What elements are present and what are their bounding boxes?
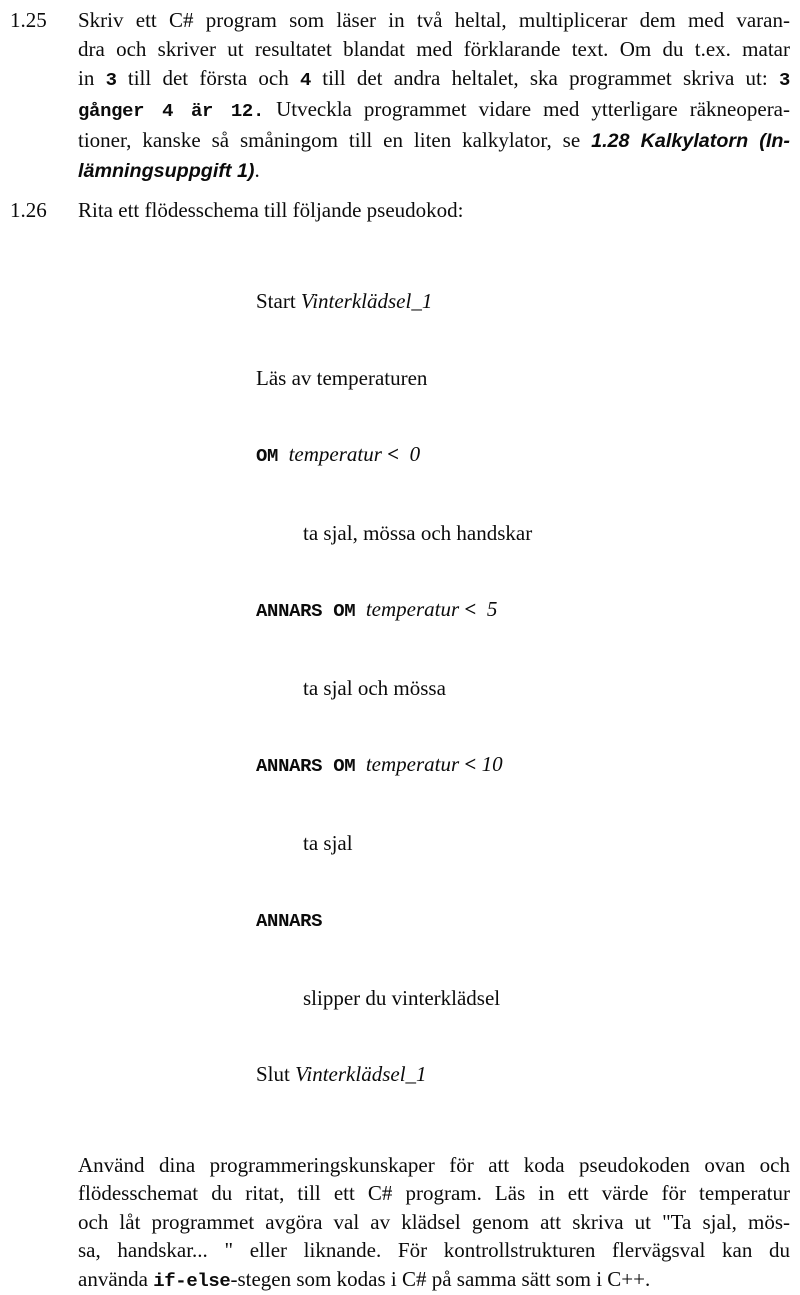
less-than-operator: <	[464, 597, 476, 621]
exercise-number: 1.26	[0, 196, 78, 225]
body-text-run: .	[255, 158, 260, 182]
pseudocode-program-name: Vinterklädsel_1	[301, 289, 432, 313]
pseudocode-line	[256, 288, 800, 315]
text-line	[78, 35, 790, 64]
pseudocode-variable: temperatur	[355, 597, 464, 621]
pseudocode-program-name: Vinterklädsel_1	[295, 1062, 426, 1086]
pseudocode-variable: temperatur	[355, 752, 464, 776]
textbook-page	[0, 6, 800, 681]
body-text-run: in	[78, 66, 106, 90]
less-than-operator: <	[387, 442, 399, 466]
cross-reference: 1.28 Kalkylatorn (In-	[591, 130, 790, 152]
exercise-number: 1.25	[0, 6, 78, 186]
pseudocode-keyword: ANNARS OM	[256, 755, 355, 777]
pseudocode-keyword: ANNARS OM	[256, 600, 355, 622]
pseudocode-line	[256, 906, 800, 935]
inline-code: 3	[106, 69, 117, 91]
pseudocode-text: ta sjal och mössa	[303, 676, 446, 700]
text-line	[78, 1179, 790, 1208]
text-line	[78, 1208, 790, 1237]
exercise-item-125	[0, 6, 800, 186]
pseudocode-line	[256, 751, 800, 780]
body-text-run: Skriv ett C# program som läser in två heltal, multiplicerar dem med varan-	[78, 8, 790, 32]
pseudocode-line	[256, 365, 800, 392]
pseudocode-keyword: OM	[256, 445, 278, 467]
body-text-run: tioner, kanske så småningom till en liten kalkylator, se	[78, 128, 591, 152]
text-line	[78, 1265, 790, 1295]
body-text-run: använda	[78, 1267, 153, 1291]
inline-code: 3	[779, 69, 790, 91]
pseudocode-value: 0	[399, 442, 420, 466]
exercise-body-125	[78, 6, 790, 186]
text-line	[78, 64, 790, 95]
pseudocode-line	[256, 985, 800, 1012]
pseudocode-text: ta sjal, mössa och handskar	[303, 521, 532, 545]
pseudocode-text: slipper du vinterklädsel	[303, 986, 500, 1010]
pseudocode-value: 10	[476, 752, 502, 776]
text-line	[78, 126, 790, 156]
inline-code: if-else	[153, 1270, 230, 1292]
body-text-run: sa, handskar... " eller liknande. För kontrollstrukturen flervägsval kan du	[78, 1238, 790, 1262]
body-text-run: -stegen som kodas i C# på samma sätt som i C++.	[230, 1267, 650, 1291]
inline-code: gånger 4 är 12.	[78, 100, 264, 122]
pseudocode-block	[256, 238, 800, 1138]
cross-reference: lämningsuppgift 1)	[78, 160, 255, 182]
exercise-heading	[78, 196, 790, 225]
pseudocode-line	[256, 830, 800, 857]
text-line	[78, 6, 790, 35]
pseudocode-line	[256, 596, 800, 625]
body-text-run: flödesschemat du ritat, till ett C# program. Läs in ett värde för temperatur	[78, 1181, 790, 1205]
pseudocode-text: Läs av temperaturen	[256, 366, 427, 390]
body-text-run: Utveckla programmet vidare med ytterligare räkneopera-	[264, 97, 790, 121]
pseudocode-keyword: ANNARS	[256, 910, 322, 932]
pseudocode-text: Start	[256, 289, 301, 313]
body-text-run: till det första och	[117, 66, 300, 90]
body-text-run: Använd dina programmeringskunskaper för att koda pseudokoden ovan och	[78, 1153, 790, 1177]
body-text-run: till det andra heltalet, ska programmet skriva ut:	[311, 66, 779, 90]
pseudocode-value: 5	[476, 597, 497, 621]
text-line	[78, 1151, 790, 1180]
pseudocode-line	[256, 441, 800, 470]
pseudocode-variable: temperatur	[278, 442, 387, 466]
pseudocode-line	[256, 1061, 800, 1088]
body-text-run: dra och skriver ut resultatet blandat med förklarande text. Om du t.ex. matar	[78, 37, 790, 61]
exercise-body-126	[78, 196, 790, 225]
pseudocode-line	[256, 520, 800, 547]
text-line	[78, 156, 790, 186]
body-text-run: Rita ett flödesschema till följande pseudokod:	[78, 198, 464, 222]
body-text-run: och låt programmet avgöra val av klädsel genom att skriva ut "Ta sjal, mös-	[78, 1210, 790, 1234]
less-than-operator: <	[464, 752, 476, 776]
closing-paragraph	[78, 1151, 790, 1295]
exercise-item-126	[0, 196, 800, 225]
pseudocode-text: Slut	[256, 1062, 295, 1086]
pseudocode-line	[256, 675, 800, 702]
text-line	[78, 95, 790, 126]
inline-code: 4	[300, 69, 311, 91]
text-line	[78, 1236, 790, 1265]
pseudocode-text: ta sjal	[303, 831, 353, 855]
